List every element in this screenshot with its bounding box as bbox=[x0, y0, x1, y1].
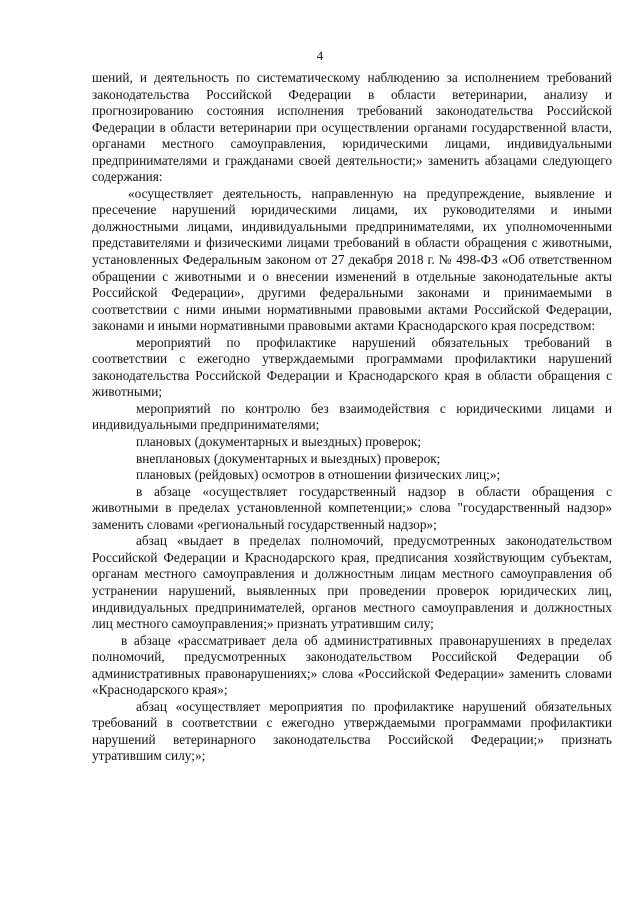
list-item: плановых (рейдовых) осмотров в отношении физических лиц;»; bbox=[136, 467, 501, 483]
paragraph: мероприятий по профилактике нарушений обязательных требований в соответствии с ежегодно утверждаемыми программами профилактики нарушений законодательства Российской Федерации и Краснодарского края в области обращения с животными; bbox=[92, 334, 612, 400]
paragraph: «осуществляет деятельность, направленную на предупреждение, выявление и пресечение нарушений юридическими лицами, их руководителями и иными должностными лицами, индивидуальными предпринимателями, их уполномоченными представителями и физическими лицами требований в области обращения с животными, установленных Федеральным законом от 27 декабря 2018 г. № 498-ФЗ «Об ответственном обращении с животными и о внесении изменений в отдельные законодательные акты Российской Федерации», другими федеральными законами и принимаемыми в соответствии с ними иными нормативными правовыми актами Российской Федерации, законами и иными нормативными правовыми актами Краснодарского края посредством: bbox=[92, 185, 612, 334]
page-number: 4 bbox=[316, 48, 324, 63]
paragraph: абзац «выдает в пределах полномочий, предусмотренных законодательством Российской Федерации и Краснодарского края, предписания хозяйствующим субъектам, органам местного самоуправления и должностным лицам местного самоуправления об устранении нарушений, выявленных при проведении проверок юридических лиц, индивидуальных предпринимателей, органов местного самоуправления и должностных лиц местного самоуправления;» признать утратившим силу; bbox=[92, 533, 612, 632]
paragraph: в абзаце «рассматривает дела об административных правонарушениях в пределах полномочий, предусмотренных законодательством Российской Федерации об административных правонарушениях;» слова «Российской Федерации» заменить словами «Краснодарского края»; bbox=[92, 632, 612, 698]
document-body bbox=[92, 70, 612, 765]
paragraph: абзац «осуществляет мероприятия по профилактике нарушений обязательных требований в соответствии с ежегодно утверждаемыми программами профилактики нарушений ветеринарного законодательства Российской Федерации;» признать утратившим силу;»; bbox=[92, 698, 612, 764]
list-item: внеплановых (документарных и выездных) проверок; bbox=[136, 450, 441, 466]
paragraph: мероприятий по контролю без взаимодействия с юридическими лицами и индивидуальными предпринимателями; bbox=[92, 400, 612, 433]
paragraph: шений, и деятельность по систематическому наблюдению за исполнением требований законодательства Российской Федерации в области ветеринарии, анализу и прогнозированию состояния исполнения требований законодательства Российской Федерации в области ветеринарии при осуществлении органами государственной власти, органами местного самоуправления, юридическими лицами, индивидуальными предпринимателями и гражданами своей деятельности;» заменить абзацами следующего содержания: bbox=[92, 70, 612, 185]
paragraph: в абзаце «осуществляет государственный надзор в области обращения с животными в пределах установленной компетенции;» слова "государственный надзор» заменить словами «региональный государственный надзор»; bbox=[92, 483, 612, 532]
list-item: плановых (документарных и выездных) проверок; bbox=[136, 434, 422, 450]
